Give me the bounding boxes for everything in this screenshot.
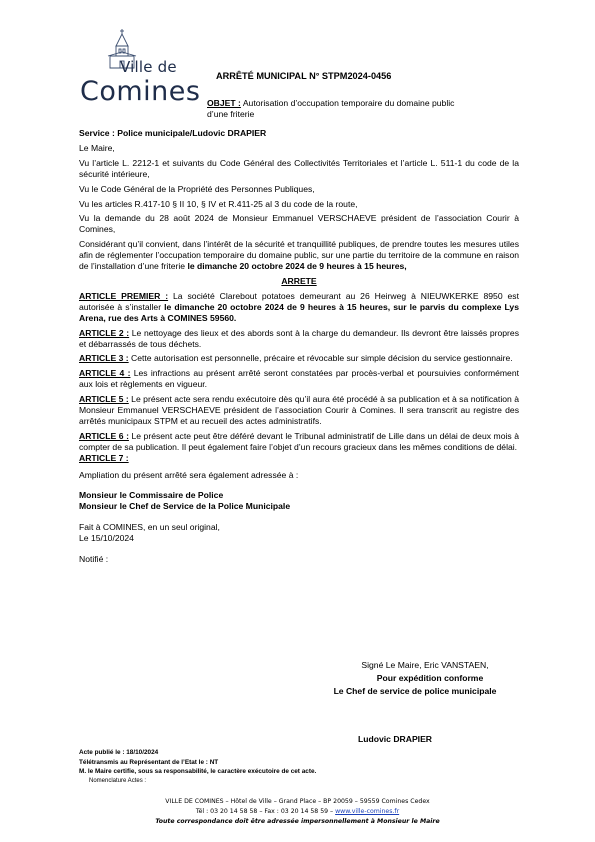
phone-fax: Tél : 03 20 14 58 58 – Fax : 03 20 14 58 59 – xyxy=(195,808,336,815)
article-6 xyxy=(79,431,519,453)
website-link[interactable]: www.ville-comines.fr xyxy=(335,808,400,815)
article-6-label: ARTICLE 6 : xyxy=(79,430,129,441)
article-5-text: Le présent acte sera rendu exécutoire dès qu’il aura été procédé à sa publication et à sa notification à Monsieur Emmanuel VERSCHAEVE président de l’association Courir à Comines. Il sera transcrit au registre des arrêtés municipaux STPM et au recueil des actes administratifs. xyxy=(79,394,519,426)
logo-text-comines: Comines xyxy=(80,76,201,107)
article-6-text: Le présent acte peut être déféré devant le Tribunal administratif de Lille dans un délai de deux mois à compter de sa publication. Il peut également faire l’objet d’un recours gracieux dans les mêmes conditions de délai. xyxy=(79,430,520,452)
fait-a: Fait à COMINES, en un seul original, xyxy=(79,522,220,533)
document-title: ARRÊTÉ MUNICIPAL N° STPM2024-0456 xyxy=(216,71,392,81)
article-3-label: ARTICLE 3 : xyxy=(79,353,129,364)
article-4-text: Les infractions au présent arrêté seront constatées par procès-verbal et poursuivies conformément aux lois et règlements en vigueur. xyxy=(79,368,520,390)
article-2 xyxy=(79,328,519,350)
considerant-date: le dimanche 20 octobre 2024 de 9 heures à 15 heures, xyxy=(185,261,407,272)
vu-2: Vu le Code Général de la Propriété des Personnes Publiques, xyxy=(79,183,315,194)
footer-address xyxy=(0,797,595,827)
article-1-bold: le dimanche 20 octobre 2024 de 9 heures à 15 heures, sur le parvis du complexe Lys Arena, rue des Arts à COMINES 59560. xyxy=(79,301,519,323)
vu-1: Vu l’article L. 2212-1 et suivants du Code Général des Collectivités Territoriales et l’article L. 511-1 du code de la sécurité intérieure, xyxy=(79,157,519,179)
article-7 xyxy=(79,453,519,464)
signature-chef: Le Chef de service de police municipale xyxy=(333,686,497,696)
service-line: Service : Police municipale/Ludovic DRAPIER xyxy=(79,128,267,138)
article-1-text: La société Clarebout potatoes demeurant au 26 Heirweg à NIEUWKERKE 8950 est autorisée à s’installer xyxy=(79,290,519,312)
article-4-label: ARTICLE 4 : xyxy=(79,368,131,379)
article-5-label: ARTICLE 5 : xyxy=(79,394,129,405)
ampliation: Ampliation du présent arrêté sera également adressée à : xyxy=(79,469,299,480)
article-2-label: ARTICLE 2 : xyxy=(79,327,130,338)
article-1 xyxy=(79,291,519,324)
nomenclature: Nomenclature Actes : xyxy=(89,777,147,784)
objet-label: OBJET : xyxy=(207,98,241,108)
logo-text-ville: Ville de xyxy=(120,58,177,76)
correspondence-note: Toute correspondance doit être adressée impersonnellement à Monsieur le Maire xyxy=(155,818,440,825)
vu-3: Vu les articles R.417-10 § II 10, § IV et R.411-25 al 3 du code de la route, xyxy=(79,198,358,209)
fait-date: Le 15/10/2024 xyxy=(79,533,134,544)
publication-meta xyxy=(79,748,316,786)
certification: M. le Maire certifie, sous sa responsabilité, le caractère exécutoire de cet acte. xyxy=(79,768,317,775)
article-1-label: ARTICLE PREMIER : xyxy=(79,290,169,301)
teletransmis: Télétransmis au Représentant de l’Etat le : NT xyxy=(79,758,219,766)
considerant xyxy=(79,239,519,272)
acte-publie: Acte publié le : 18/10/2024 xyxy=(79,749,159,756)
signature-block xyxy=(290,659,540,698)
objet-text: Autorisation d’occupation temporaire du domaine public d’une friterie xyxy=(207,98,455,119)
destinataire-2: Monsieur le Chef de Service de la Police Municipale xyxy=(79,501,291,512)
notifie: Notifié : xyxy=(79,554,109,565)
article-7-label: ARTICLE 7 : xyxy=(79,452,129,463)
arrete-heading: ARRETE xyxy=(281,275,317,286)
contact-line xyxy=(0,807,595,817)
city-logo xyxy=(80,28,201,108)
destinataire-1: Monsieur le Commissaire de Police xyxy=(79,490,224,501)
vu-4: Vu la demande du 28 août 2024 de Monsieur Emmanuel VERSCHAEVE président de l’association Courir à Comines, xyxy=(79,213,519,235)
document-body xyxy=(79,128,519,565)
article-2-text: Le nettoyage des lieux et des abords sont à la charge du demandeur. Ils devront être laissés propres et débarrassés de tous déchets. xyxy=(79,327,519,349)
article-3-text: Cette autorisation est personnelle, précaire et révocable sur simple décision du service gestionnaire. xyxy=(128,353,513,364)
article-5 xyxy=(79,394,519,427)
signature-expedition: Pour expédition conforme xyxy=(376,673,484,683)
article-3 xyxy=(79,353,519,364)
signature-maire: Signé Le Maire, Eric VANSTAEN, xyxy=(361,660,489,670)
signer-name: Ludovic DRAPIER xyxy=(358,734,433,744)
address-line: VILLE DE COMINES – Hôtel de Ville – Grand Place – BP 20059 – 59559 Comines Cedex xyxy=(165,798,430,805)
considerant-text: Considérant qu’il convient, dans l’intérêt de la sécurité et tranquillité publiques, de prendre toutes les mesures utiles afin de réglementer l’occupation temporaire du domaine public, sur une partie du territoire de la commune en raison de l’installation d’une friterie xyxy=(79,239,519,272)
article-4 xyxy=(79,368,519,390)
objet-line xyxy=(207,98,467,120)
le-maire: Le Maire, xyxy=(79,142,115,153)
